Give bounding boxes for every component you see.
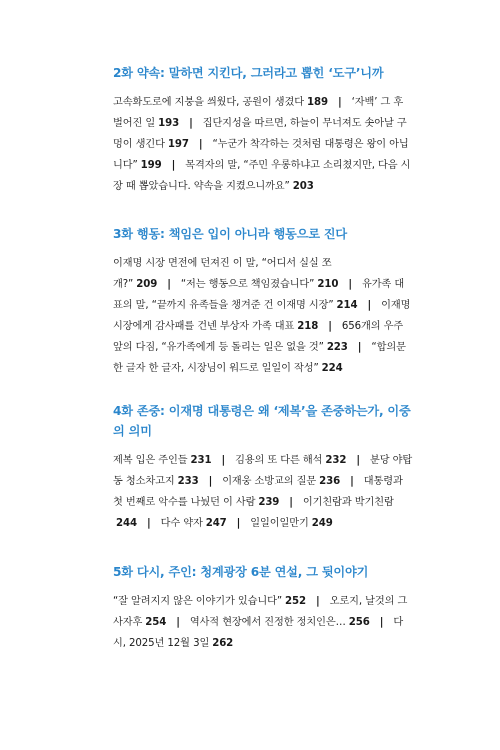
entry-page-number: 233 — [177, 476, 199, 487]
entry-page-number: 210 — [317, 279, 339, 290]
entry-page-number: 254 — [145, 617, 167, 628]
entry-page-number: 218 — [297, 321, 319, 332]
separator: | — [236, 518, 241, 529]
chapter-title: 5화 다시, 주인: 청계광장 6분 연설, 그 뒷이야기 — [113, 565, 369, 579]
entry-page-number: 209 — [136, 279, 158, 290]
entry-page-number: 193 — [158, 118, 180, 129]
entry-title: “저는 행동으로 책임졌습니다” — [180, 279, 315, 290]
entry-page-number: 189 — [307, 97, 328, 108]
chapter-entries — [113, 92, 413, 197]
separator: | — [171, 160, 176, 171]
entry-title: 이재웅 소방교의 질문 — [222, 476, 317, 487]
chapter-title: 2화 약속: 말하면 지킨다, 그러라고 뽑힌 ‘도구’니까 — [113, 66, 384, 80]
entry-title: 656개의 우주 앞의 다짐, “유가족에게 등 돌리는 일은 없을 것” — [113, 321, 404, 353]
entry-page-number: 224 — [321, 363, 343, 374]
toc-entry[interactable] — [235, 455, 346, 466]
chapter-entries — [113, 253, 413, 379]
entry-page-number: 231 — [190, 455, 212, 466]
separator: | — [328, 321, 332, 332]
entry-page-number: 199 — [140, 160, 162, 171]
entry-page-number: 223 — [326, 342, 348, 353]
separator: | — [221, 455, 226, 466]
table-of-contents — [113, 63, 413, 654]
entry-title: 이기친람과 박기친람 — [302, 497, 394, 508]
toc-entry[interactable] — [113, 455, 211, 466]
entry-title: “누군가 착각하는 것처럼 대통령은 왕이 아닙니다” — [113, 139, 409, 171]
separator: | — [289, 497, 293, 508]
entry-page-number: 252 — [285, 596, 306, 607]
separator: | — [338, 97, 342, 108]
chapter-title: 3화 행동: 책임은 입이 아니라 행동으로 진다 — [113, 227, 347, 241]
separator: | — [167, 279, 171, 290]
separator: | — [356, 455, 360, 466]
entry-title: 일일이일만기 — [250, 518, 309, 529]
toc-entry[interactable] — [161, 518, 227, 529]
entry-title: 고속화도로에 지붕을 씌웠다, 공원이 생겼다 — [113, 97, 305, 108]
separator: | — [379, 617, 384, 628]
toc-entry[interactable] — [181, 279, 339, 290]
chapter-title: 4화 존중: 이재명 대통령은 왜 ‘제복’을 존중하는가, 이중의 의미 — [113, 404, 411, 438]
toc-entry[interactable] — [222, 476, 340, 487]
chapter-2 — [113, 63, 413, 197]
entry-title: 집단지성을 따르면, 하늘이 무너져도 솟아날 구멍이 생긴다 — [113, 118, 407, 150]
chapter-entries — [113, 591, 413, 654]
chapter-5 — [113, 562, 413, 654]
entry-title: “잘 알려지지 않은 이야기가 있습니다” — [113, 596, 283, 607]
entry-page-number: 197 — [167, 139, 189, 150]
entry-page-number: 256 — [348, 617, 370, 628]
entry-page-number: 239 — [258, 497, 280, 508]
entry-page-number: 214 — [336, 300, 358, 311]
toc-entry[interactable] — [113, 596, 306, 607]
entry-page-number: 203 — [292, 181, 314, 192]
entry-title: 유가족 대표의 말, “끝까지 유족들을 챙겨준 건 이재명 시장” — [113, 279, 405, 311]
separator: | — [146, 518, 151, 529]
entry-title: 이재명 시장에게 감사패를 건넨 부상자 가족 대표 — [113, 300, 411, 332]
entry-title: ‘자백’ 그 후 벌어진 일 — [113, 97, 404, 129]
entry-title: 목격자의 말, “주민 우롱하냐고 소리쳤지만, 다음 시장 때 뽑았습니다. 약속을 지켰으니까요” — [113, 160, 411, 192]
entry-title: 분당 야탑동 청소차고지 — [113, 455, 413, 487]
entry-title: 오로지, 날것의 그 사자후 — [113, 596, 408, 628]
separator: | — [348, 279, 352, 290]
entry-title: 이재명 시장 면전에 던져진 이 말, “어디서 실실 쪼개?” — [113, 258, 332, 290]
separator: | — [367, 300, 372, 311]
chapter-4 — [113, 401, 413, 534]
chapter-3 — [113, 224, 413, 379]
entry-page-number: 236 — [319, 476, 341, 487]
toc-entry[interactable] — [113, 97, 328, 108]
entry-title: “합의문 한 글자 한 글자, 시장님이 워드로 일일이 작성” — [113, 342, 406, 374]
chapter-entries — [113, 450, 413, 534]
entry-page-number: 232 — [325, 455, 347, 466]
separator: | — [208, 476, 213, 487]
separator: | — [198, 139, 203, 150]
entry-page-number: 244 — [116, 518, 137, 529]
separator: | — [176, 617, 180, 628]
entry-title: 대통령과 첫 번째로 악수를 나눴던 이 사람 — [113, 476, 403, 508]
entry-page-number: 249 — [311, 518, 333, 529]
entry-page-number: 247 — [205, 518, 227, 529]
entry-page-number: 262 — [212, 638, 234, 649]
entry-title: 다수 약자 — [160, 518, 203, 529]
toc-entry[interactable] — [250, 518, 332, 529]
toc-entry[interactable] — [190, 617, 370, 628]
separator: | — [357, 342, 362, 353]
separator: | — [316, 596, 320, 607]
entry-title: 다시, 2025년 12월 3일 — [113, 617, 404, 649]
entry-title: 역사적 현장에서 진정한 정치인은… — [189, 617, 346, 628]
entry-title: 제복 입은 주인들 — [113, 455, 188, 466]
entry-title: 김용의 또 다른 해석 — [235, 455, 323, 466]
separator: | — [350, 476, 354, 487]
separator: | — [189, 118, 193, 129]
